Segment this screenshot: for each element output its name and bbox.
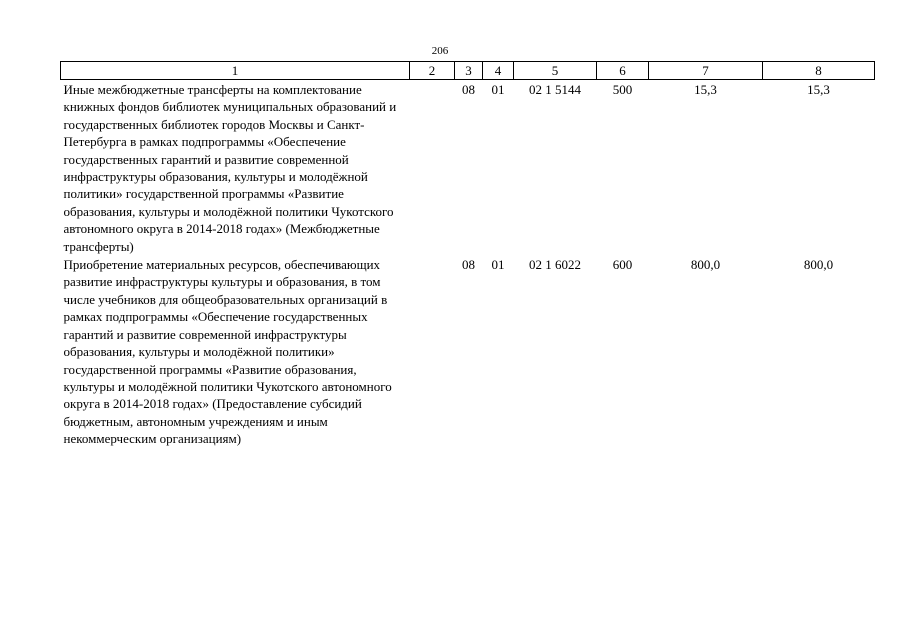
row-amount-2: 800,0 bbox=[803, 257, 834, 273]
row-target-article: 02 1 5144 bbox=[529, 82, 581, 97]
table-row bbox=[61, 80, 875, 256]
header-col-7: 7 bbox=[649, 62, 763, 80]
header-row bbox=[61, 62, 875, 80]
header-col-8: 8 bbox=[763, 62, 875, 80]
row-section: 08 bbox=[462, 82, 475, 97]
row-subsection: 01 bbox=[491, 82, 505, 97]
row-amount-2: 15,3 bbox=[807, 82, 830, 97]
row-name: Приобретение материальных ресурсов, обеспечивающих развитие инфраструктуры культуры и образования, в том числе учебников для общеобразовательных организаций в рамках подпрограммы «Обеспечение государственных гарантий и развитие современной инфраструктуры образования, культуры и молодёжной политики» государственной программы «Развитие образования, культуры и молодёжной политики Чукотского автономного округа в 2014-2018 годах» (Предоставление субсидий бюджетным, автономным учреждениям и иным некоммерческим организациям) bbox=[63, 257, 392, 447]
row-expense-type: 600 bbox=[612, 257, 633, 273]
row-expense-type: 500 bbox=[612, 82, 633, 97]
row-section: 08 bbox=[462, 257, 475, 273]
header-col-2: 2 bbox=[410, 62, 455, 80]
page-number: 206 bbox=[431, 45, 449, 57]
table-row bbox=[61, 255, 875, 447]
row-target-article: 02 1 6022 bbox=[529, 257, 581, 273]
header-col-4: 4 bbox=[483, 62, 514, 80]
header-col-1: 1 bbox=[61, 62, 410, 80]
budget-table bbox=[60, 61, 875, 448]
row-col2 bbox=[410, 80, 455, 256]
row-subsection: 01 bbox=[491, 257, 505, 273]
header-col-3: 3 bbox=[455, 62, 483, 80]
header-col-6: 6 bbox=[597, 62, 649, 80]
row-col2 bbox=[410, 255, 455, 447]
header-col-5: 5 bbox=[514, 62, 597, 80]
row-amount-1: 15,3 bbox=[694, 82, 717, 97]
row-name: Иные межбюджетные трансферты на комплектование книжных фондов библиотек муниципальных образований и государственных библиотек городов Москвы и Санкт-Петербурга в рамках подпрограммы «Обеспечение государственных гарантий и развитие современной инфраструктуры образования, культуры и молодёжной политики» государственной программы «Развитие образования, культуры и молодёжной политики Чукотского автономного округа в 2014-2018 годах» (Межбюджетные трансферты) bbox=[63, 82, 397, 254]
row-amount-1: 800,0 bbox=[690, 257, 721, 273]
